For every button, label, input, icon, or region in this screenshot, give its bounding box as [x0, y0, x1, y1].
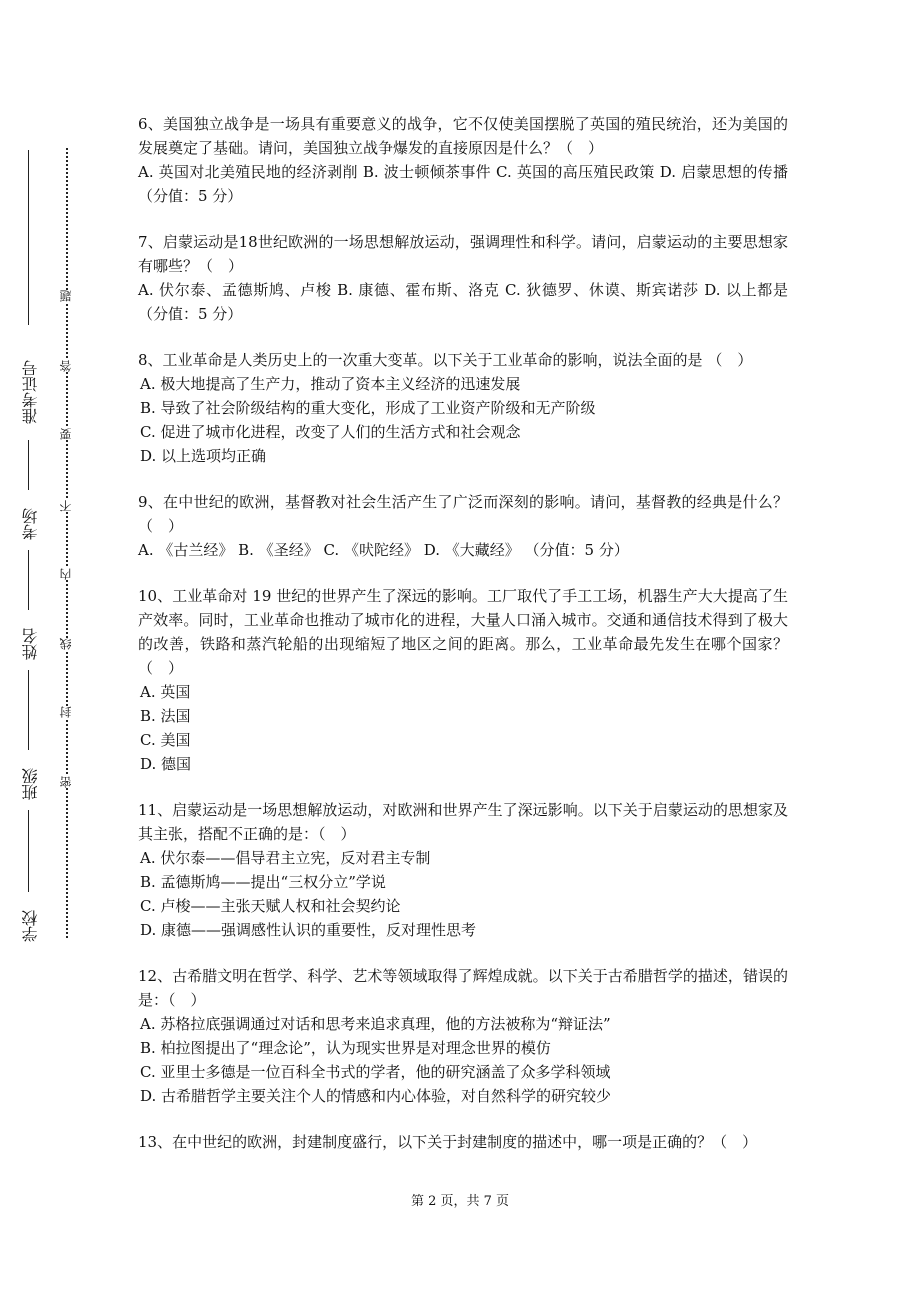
option-a: A. 极大地提高了生产力，推动了资本主义经济的迅速发展	[140, 375, 521, 393]
class-line	[28, 670, 29, 750]
question-9	[138, 490, 788, 562]
seal-char: 密	[58, 776, 76, 788]
name-label: 姓名	[21, 628, 40, 660]
question-11	[138, 798, 788, 942]
option-a: A. 伏尔泰——倡导君主立宪，反对君主专制	[140, 849, 431, 867]
option-b: B. 孟德斯鸠——提出“三权分立”学说	[140, 873, 386, 891]
question-stem: 6、美国独立战争是一场具有重要意义的战争，它不仅使美国摆脱了英国的殖民统治，还为美国的发展奠定了基础。请问，美国独立战争爆发的直接原因是什么？（ ）	[138, 115, 788, 157]
binding-strip	[0, 140, 110, 960]
question-stem: 11、启蒙运动是一场思想解放运动，对欧洲和世界产生了深远影响。以下关于启蒙运动的思想家及其主张，搭配不正确的是：（ ）	[138, 801, 788, 843]
option-d: D. 康德——强调感性认识的重要性，反对理性思考	[140, 921, 477, 939]
exam-room-line	[28, 440, 29, 490]
question-list	[138, 112, 788, 1176]
question-13	[138, 1130, 788, 1154]
exam-number-line	[28, 150, 29, 325]
page-number: 第 2 页，共 7 页	[410, 1194, 510, 1209]
question-stem: 8、工业革命是人类历史上的一次重大变革。以下关于工业革命的影响，说法全面的是 （ ）	[138, 351, 753, 369]
question-8	[138, 348, 788, 468]
option-a: A. 英国	[140, 683, 191, 701]
seal-char: 内	[58, 568, 76, 580]
option-c: C. 亚里士多德是一位百科全书式的学者，他的研究涵盖了众多学科领域	[140, 1063, 611, 1081]
question-options: A. 英国对北美殖民地的经济剥削 B. 波士顿倾茶事件 C. 英国的高压殖民政策 D. 启蒙思想的传播 （分值：5 分）	[138, 163, 788, 205]
seal-char: 线	[58, 638, 76, 650]
option-b: B. 柏拉图提出了“理念论”，认为现实世界是对理念世界的模仿	[140, 1039, 551, 1057]
question-options: A. 伏尔泰、孟德斯鸠、卢梭 B. 康德、霍布斯、洛克 C. 狄德罗、休谟、斯宾诺莎 D. 以上都是 （分值：5 分）	[138, 281, 788, 323]
question-stem: 9、在中世纪的欧洲，基督教对社会生活产生了广泛而深刻的影响。请问，基督教的经典是什么？（ ）	[138, 493, 788, 535]
seal-char: 答	[58, 360, 76, 372]
question-10	[138, 584, 788, 776]
seal-char: 题	[58, 290, 76, 302]
school-label: 学校	[21, 910, 40, 942]
exam-number-label: 准考证号	[21, 360, 40, 424]
exam-room-label: 考场	[21, 508, 40, 540]
seal-char: 要	[58, 428, 76, 440]
seal-char: 封	[58, 706, 76, 718]
option-d: D. 古希腊哲学主要关注个人的情感和内心体验，对自然科学的研究较少	[140, 1087, 612, 1105]
school-line	[28, 810, 29, 892]
seal-char: 不	[58, 500, 76, 512]
option-d: D. 德国	[140, 755, 192, 773]
question-stem: 12、古希腊文明在哲学、科学、艺术等领域取得了辉煌成就。以下关于古希腊哲学的描述，错误的是：（ ）	[138, 967, 788, 1009]
question-stem: 13、在中世纪的欧洲，封建制度盛行，以下关于封建制度的描述中，哪一项是正确的？（ ）	[138, 1133, 758, 1151]
option-b: B. 导致了社会阶级结构的重大变化，形成了工业资产阶级和无产阶级	[140, 399, 596, 417]
question-6	[138, 112, 788, 208]
question-7	[138, 230, 788, 326]
option-c: C. 促进了城市化进程，改变了人们的生活方式和社会观念	[140, 423, 521, 441]
name-line	[28, 550, 29, 610]
option-d: D. 以上选项均正确	[140, 447, 267, 465]
option-a: A. 苏格拉底强调通过对话和思考来追求真理，他的方法被称为“辩证法”	[140, 1015, 611, 1033]
question-12	[138, 964, 788, 1108]
option-c: C. 卢梭——主张天赋人权和社会契约论	[140, 897, 401, 915]
question-stem: 10、工业革命对 19 世纪的世界产生了深远的影响。工厂取代了手工工场，机器生产大大提高了生产效率。同时，工业革命也推动了城市化的进程，大量人口涌入城市。交通和通信技术得到了极大的改善，铁路和蒸汽轮船的出现缩短了地区之间的距离。那么，工业革命最先发生在哪个国家？（ ）	[138, 587, 788, 677]
question-options: A. 《古兰经》 B. 《圣经》 C. 《吠陀经》 D. 《大藏经》 （分值：5 分）	[138, 541, 629, 559]
option-b: B. 法国	[140, 707, 191, 725]
question-stem: 7、启蒙运动是18世纪欧洲的一场思想解放运动，强调理性和科学。请问，启蒙运动的主要思想家有哪些？（ ）	[138, 233, 788, 275]
option-c: C. 美国	[140, 731, 191, 749]
seal-dashed-line	[66, 148, 68, 938]
class-label: 班级	[21, 768, 40, 800]
